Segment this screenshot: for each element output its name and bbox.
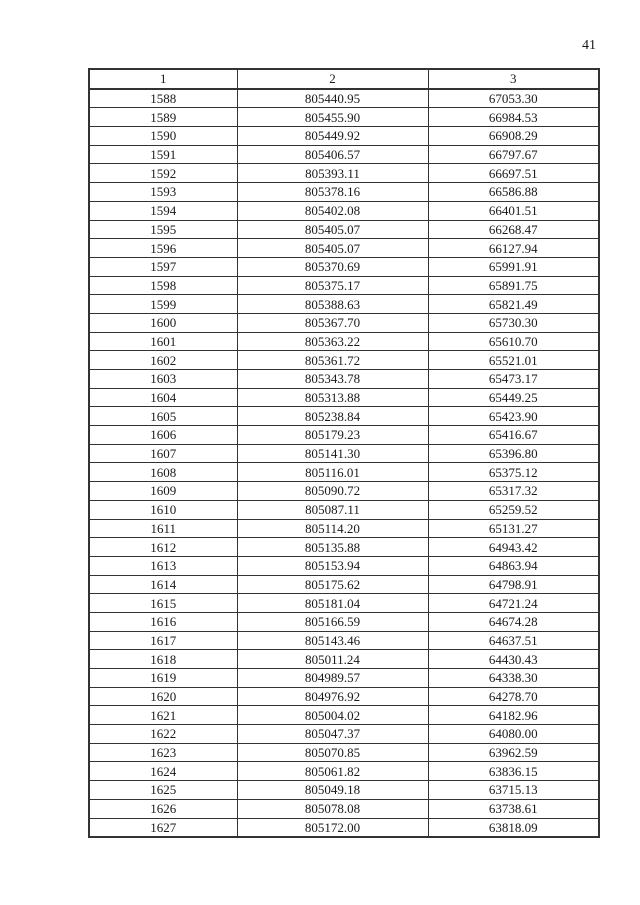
- table-row: [89, 295, 599, 314]
- table-row: [89, 351, 599, 370]
- point-number-cell: 1611: [89, 519, 237, 538]
- y-coordinate-cell: 66401.51: [428, 201, 599, 220]
- x-coordinate-cell: 805061.82: [237, 762, 428, 781]
- point-number-cell: 1590: [89, 127, 237, 146]
- point-number-cell: 1613: [89, 556, 237, 575]
- y-coordinate-cell: 64338.30: [428, 669, 599, 688]
- point-number-cell: 1627: [89, 818, 237, 837]
- table-row: [89, 762, 599, 781]
- point-number-cell: 1598: [89, 276, 237, 295]
- y-coordinate-cell: 65891.75: [428, 276, 599, 295]
- y-coordinate-cell: 65610.70: [428, 332, 599, 351]
- table-row: [89, 276, 599, 295]
- table-body: [89, 89, 599, 838]
- point-number-cell: 1588: [89, 89, 237, 108]
- y-coordinate-cell: 65131.27: [428, 519, 599, 538]
- table-row: [89, 164, 599, 183]
- x-coordinate-cell: 805070.85: [237, 743, 428, 762]
- y-coordinate-cell: 64430.43: [428, 650, 599, 669]
- point-number-cell: 1612: [89, 538, 237, 557]
- x-coordinate-cell: 805004.02: [237, 706, 428, 725]
- y-coordinate-cell: 63818.09: [428, 818, 599, 837]
- x-coordinate-cell: 805179.23: [237, 426, 428, 445]
- x-coordinate-cell: 805047.37: [237, 725, 428, 744]
- x-coordinate-cell: 805367.70: [237, 313, 428, 332]
- y-coordinate-cell: 66586.88: [428, 183, 599, 202]
- table-row: [89, 687, 599, 706]
- x-coordinate-cell: 805181.04: [237, 594, 428, 613]
- point-number-cell: 1610: [89, 500, 237, 519]
- y-coordinate-cell: 65521.01: [428, 351, 599, 370]
- x-coordinate-cell: 805402.08: [237, 201, 428, 220]
- table-row: [89, 183, 599, 202]
- x-coordinate-cell: 805114.20: [237, 519, 428, 538]
- y-coordinate-cell: 65317.32: [428, 482, 599, 501]
- y-coordinate-cell: 63962.59: [428, 743, 599, 762]
- y-coordinate-cell: 66697.51: [428, 164, 599, 183]
- point-number-cell: 1623: [89, 743, 237, 762]
- point-number-cell: 1591: [89, 145, 237, 164]
- column-header-1: 1: [89, 69, 237, 89]
- x-coordinate-cell: 805141.30: [237, 444, 428, 463]
- table-row: [89, 781, 599, 800]
- point-number-cell: 1596: [89, 239, 237, 258]
- x-coordinate-cell: 805175.62: [237, 575, 428, 594]
- point-number-cell: 1618: [89, 650, 237, 669]
- x-coordinate-cell: 805370.69: [237, 257, 428, 276]
- point-number-cell: 1589: [89, 108, 237, 127]
- point-number-cell: 1594: [89, 201, 237, 220]
- point-number-cell: 1607: [89, 444, 237, 463]
- point-number-cell: 1606: [89, 426, 237, 445]
- y-coordinate-cell: 64080.00: [428, 725, 599, 744]
- y-coordinate-cell: 65821.49: [428, 295, 599, 314]
- x-coordinate-cell: 805406.57: [237, 145, 428, 164]
- point-number-cell: 1597: [89, 257, 237, 276]
- y-coordinate-cell: 63715.13: [428, 781, 599, 800]
- x-coordinate-cell: 805172.00: [237, 818, 428, 837]
- x-coordinate-cell: 804989.57: [237, 669, 428, 688]
- y-coordinate-cell: 66984.53: [428, 108, 599, 127]
- x-coordinate-cell: 805363.22: [237, 332, 428, 351]
- point-number-cell: 1609: [89, 482, 237, 501]
- x-coordinate-cell: 805393.11: [237, 164, 428, 183]
- point-number-cell: 1608: [89, 463, 237, 482]
- coordinates-table: [88, 68, 600, 838]
- page-number: 41: [582, 38, 596, 53]
- table-row: [89, 612, 599, 631]
- x-coordinate-cell: 805166.59: [237, 612, 428, 631]
- x-coordinate-cell: 805143.46: [237, 631, 428, 650]
- point-number-cell: 1599: [89, 295, 237, 314]
- coordinates-table-container: [88, 68, 600, 838]
- y-coordinate-cell: 67053.30: [428, 89, 599, 108]
- y-coordinate-cell: 66797.67: [428, 145, 599, 164]
- point-number-cell: 1592: [89, 164, 237, 183]
- point-number-cell: 1624: [89, 762, 237, 781]
- table-row: [89, 239, 599, 258]
- y-coordinate-cell: 65730.30: [428, 313, 599, 332]
- table-row: [89, 201, 599, 220]
- y-coordinate-cell: 64863.94: [428, 556, 599, 575]
- point-number-cell: 1617: [89, 631, 237, 650]
- x-coordinate-cell: 805090.72: [237, 482, 428, 501]
- table-row: [89, 799, 599, 818]
- x-coordinate-cell: 805078.08: [237, 799, 428, 818]
- point-number-cell: 1616: [89, 612, 237, 631]
- table-header-row: [89, 69, 599, 89]
- point-number-cell: 1625: [89, 781, 237, 800]
- table-row: [89, 89, 599, 108]
- table-row: [89, 108, 599, 127]
- point-number-cell: 1593: [89, 183, 237, 202]
- table-row: [89, 538, 599, 557]
- point-number-cell: 1603: [89, 370, 237, 389]
- y-coordinate-cell: 66908.29: [428, 127, 599, 146]
- table-row: [89, 463, 599, 482]
- point-number-cell: 1614: [89, 575, 237, 594]
- x-coordinate-cell: 805449.92: [237, 127, 428, 146]
- table-row: [89, 426, 599, 445]
- table-row: [89, 407, 599, 426]
- point-number-cell: 1622: [89, 725, 237, 744]
- table-row: [89, 519, 599, 538]
- y-coordinate-cell: 64943.42: [428, 538, 599, 557]
- table-row: [89, 725, 599, 744]
- table-row: [89, 388, 599, 407]
- x-coordinate-cell: 805049.18: [237, 781, 428, 800]
- point-number-cell: 1604: [89, 388, 237, 407]
- y-coordinate-cell: 64721.24: [428, 594, 599, 613]
- x-coordinate-cell: 805011.24: [237, 650, 428, 669]
- table-row: [89, 594, 599, 613]
- point-number-cell: 1620: [89, 687, 237, 706]
- x-coordinate-cell: 805153.94: [237, 556, 428, 575]
- x-coordinate-cell: 805343.78: [237, 370, 428, 389]
- x-coordinate-cell: 805405.07: [237, 239, 428, 258]
- y-coordinate-cell: 66127.94: [428, 239, 599, 258]
- point-number-cell: 1615: [89, 594, 237, 613]
- table-row: [89, 332, 599, 351]
- x-coordinate-cell: 805238.84: [237, 407, 428, 426]
- y-coordinate-cell: 65423.90: [428, 407, 599, 426]
- x-coordinate-cell: 805361.72: [237, 351, 428, 370]
- x-coordinate-cell: 805455.90: [237, 108, 428, 127]
- table-row: [89, 145, 599, 164]
- y-coordinate-cell: 64798.91: [428, 575, 599, 594]
- x-coordinate-cell: 805378.16: [237, 183, 428, 202]
- table-row: [89, 743, 599, 762]
- x-coordinate-cell: 805375.17: [237, 276, 428, 295]
- table-row: [89, 706, 599, 725]
- y-coordinate-cell: 64182.96: [428, 706, 599, 725]
- column-header-2: 2: [237, 69, 428, 89]
- x-coordinate-cell: 805087.11: [237, 500, 428, 519]
- table-row: [89, 631, 599, 650]
- table-row: [89, 257, 599, 276]
- y-coordinate-cell: 64674.28: [428, 612, 599, 631]
- table-row: [89, 556, 599, 575]
- table-row: [89, 313, 599, 332]
- table-row: [89, 818, 599, 837]
- table-row: [89, 650, 599, 669]
- x-coordinate-cell: 805135.88: [237, 538, 428, 557]
- x-coordinate-cell: 805388.63: [237, 295, 428, 314]
- x-coordinate-cell: 805405.07: [237, 220, 428, 239]
- point-number-cell: 1601: [89, 332, 237, 351]
- y-coordinate-cell: 66268.47: [428, 220, 599, 239]
- x-coordinate-cell: 805313.88: [237, 388, 428, 407]
- table-row: [89, 370, 599, 389]
- x-coordinate-cell: 805440.95: [237, 89, 428, 108]
- table-row: [89, 127, 599, 146]
- y-coordinate-cell: 65473.17: [428, 370, 599, 389]
- y-coordinate-cell: 65416.67: [428, 426, 599, 445]
- table-row: [89, 575, 599, 594]
- table-row: [89, 220, 599, 239]
- point-number-cell: 1595: [89, 220, 237, 239]
- point-number-cell: 1602: [89, 351, 237, 370]
- point-number-cell: 1626: [89, 799, 237, 818]
- x-coordinate-cell: 805116.01: [237, 463, 428, 482]
- y-coordinate-cell: 64637.51: [428, 631, 599, 650]
- y-coordinate-cell: 65396.80: [428, 444, 599, 463]
- table-row: [89, 500, 599, 519]
- table-row: [89, 669, 599, 688]
- table-row: [89, 444, 599, 463]
- x-coordinate-cell: 804976.92: [237, 687, 428, 706]
- y-coordinate-cell: 65259.52: [428, 500, 599, 519]
- point-number-cell: 1621: [89, 706, 237, 725]
- point-number-cell: 1605: [89, 407, 237, 426]
- y-coordinate-cell: 63738.61: [428, 799, 599, 818]
- y-coordinate-cell: 65375.12: [428, 463, 599, 482]
- y-coordinate-cell: 65991.91: [428, 257, 599, 276]
- point-number-cell: 1600: [89, 313, 237, 332]
- table-row: [89, 482, 599, 501]
- y-coordinate-cell: 63836.15: [428, 762, 599, 781]
- y-coordinate-cell: 64278.70: [428, 687, 599, 706]
- column-header-3: 3: [428, 69, 599, 89]
- y-coordinate-cell: 65449.25: [428, 388, 599, 407]
- point-number-cell: 1619: [89, 669, 237, 688]
